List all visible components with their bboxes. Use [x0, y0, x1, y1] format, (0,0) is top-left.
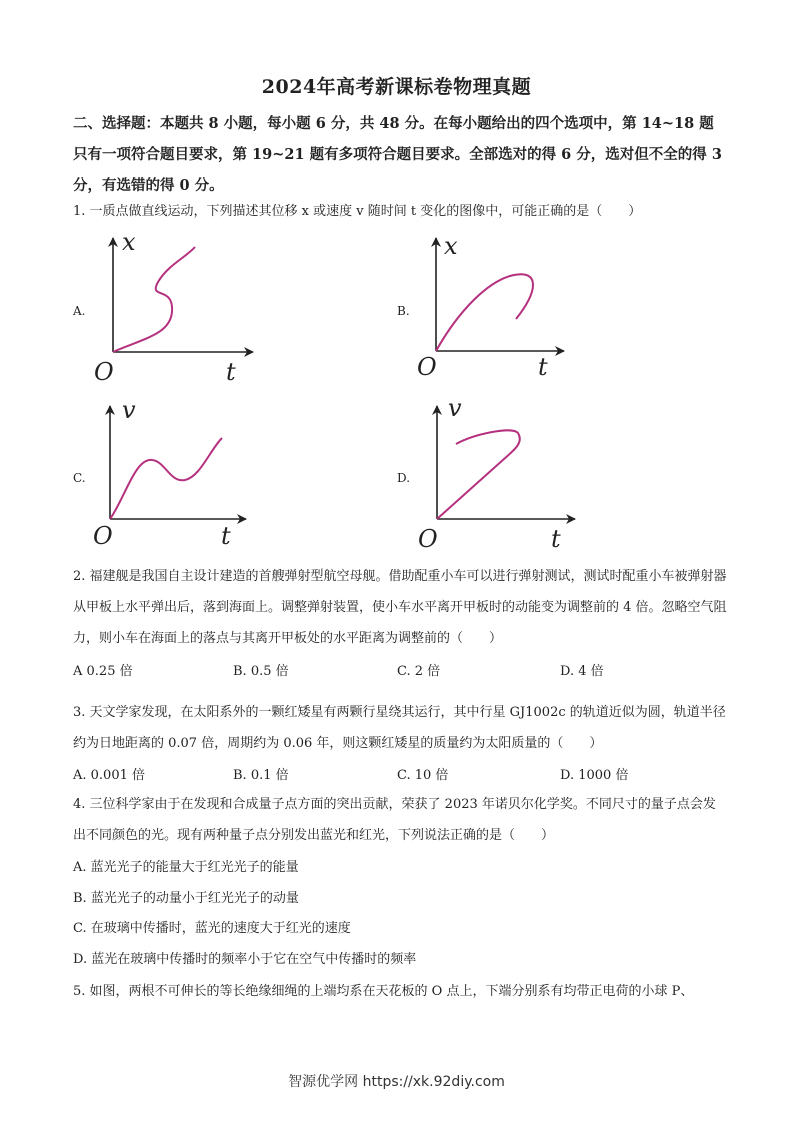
graph-d-y-axis-label: v: [448, 394, 462, 422]
graph-c-curve: [110, 438, 222, 519]
question-1-text: 1. 一质点做直线运动，下列描述其位移 x 或速度 v 随时间 t 变化的图像中，可能正确的是（ ）: [73, 204, 642, 219]
question-5-text: 5. 如图，两根不可伸长的等长绝缘细绳的上端均系在天花板的 O 点上，下端分别系有均带正电荷的小球 P、: [73, 984, 694, 999]
graph-c-y-axis-label: v: [122, 396, 136, 424]
graph-d-x-axis-label: t: [551, 525, 561, 553]
page-title: 2024年高考新课标卷物理真题: [261, 76, 532, 98]
graph-b-x-axis-label: t: [538, 353, 548, 381]
q2-option-a: A 0.25 倍: [73, 664, 133, 679]
graph-b-y-axis-label: x: [444, 232, 458, 260]
graph-a-y-axis-label: x: [122, 228, 136, 256]
graph-c: [90, 398, 270, 558]
graph-b-label: B.: [397, 304, 410, 318]
question-3-options: [73, 764, 723, 784]
graph-d-origin-label: O: [418, 525, 438, 553]
question-2-text: 2. 福建舰是我国自主设计建造的首艘弹射型航空母舰。借助配重小车可以进行弹射测试，测试时配重小车被弹射器从甲板上水平弹出后，落到海面上。调整弹射装置，使小车水平离开甲板时的动能变为调整前的 4 倍。忽略空气阻力，则小车在海面上的落点与其离开甲板处的水平距离为调整前的（ ）: [73, 569, 727, 646]
q2-option-d: D. 4 倍: [560, 664, 604, 679]
q3-option-b: B. 0.1 倍: [233, 768, 289, 783]
q3-option-c: C. 10 倍: [397, 768, 449, 783]
graph-c-label: C.: [73, 471, 86, 485]
q4-option-c: C. 在玻璃中传播时，蓝光的速度大于红光的速度: [73, 921, 351, 936]
graph-a-x-axis-label: t: [226, 358, 236, 386]
q2-option-b: B. 0.5 倍: [233, 664, 289, 679]
question-2-options: [73, 660, 723, 680]
graph-b-origin-label: O: [417, 353, 437, 381]
graph-d-label: D.: [397, 471, 411, 485]
q4-option-a: A. 蓝光光子的能量大于红光光子的能量: [73, 860, 299, 875]
q3-option-a: A. 0.001 倍: [73, 768, 146, 783]
graph-c-origin-label: O: [93, 522, 113, 550]
graph-a-label: A.: [73, 304, 86, 318]
graph-c-x-axis-label: t: [221, 522, 231, 550]
q4-option-b: B. 蓝光光子的动量小于红光光子的动量: [73, 891, 299, 906]
graph-d-curve: [437, 430, 520, 519]
section-header: 二、选择题：本题共 8 小题，每小题 6 分，共 48 分。在每小题给出的四个选项中，第 14~18 题只有一项符合题目要求，第 19~21 题有多项符合题目要求。全部选对的得 6 分，选对但不全的得 3 分，有选错的得 0 分。: [73, 115, 722, 194]
graph-a-curve: [113, 247, 195, 352]
footer-watermark: 智源优学网 https://xk.92diy.com: [288, 1074, 505, 1090]
q4-option-d: D. 蓝光在玻璃中传播时的频率小于它在空气中传播时的频率: [73, 952, 417, 967]
q3-option-d: D. 1000 倍: [560, 768, 629, 783]
graph-a-origin-label: O: [94, 358, 114, 386]
graph-d: [414, 394, 594, 558]
graph-a: [90, 230, 270, 390]
graph-b-curve: [436, 274, 533, 351]
question-4-text: 4. 三位科学家由于在发现和合成量子点方面的突出贡献，荣获了 2023 年诺贝尔化学奖。不同尺寸的量子点会发出不同颜色的光。现有两种量子点分别发出蓝光和红光，下列说法正确的是（ ）: [73, 797, 716, 843]
q2-option-c: C. 2 倍: [397, 664, 441, 679]
question-3-text: 3. 天文学家发现，在太阳系外的一颗红矮星有两颗行星绕其运行，其中行星 GJ1002c 的轨道近似为圆，轨道半径约为日地距离的 0.07 倍，周期约为 0.06 年，则这颗红矮星的质量约为太阳质量的（ ）: [73, 705, 726, 751]
graph-b: [414, 230, 594, 390]
